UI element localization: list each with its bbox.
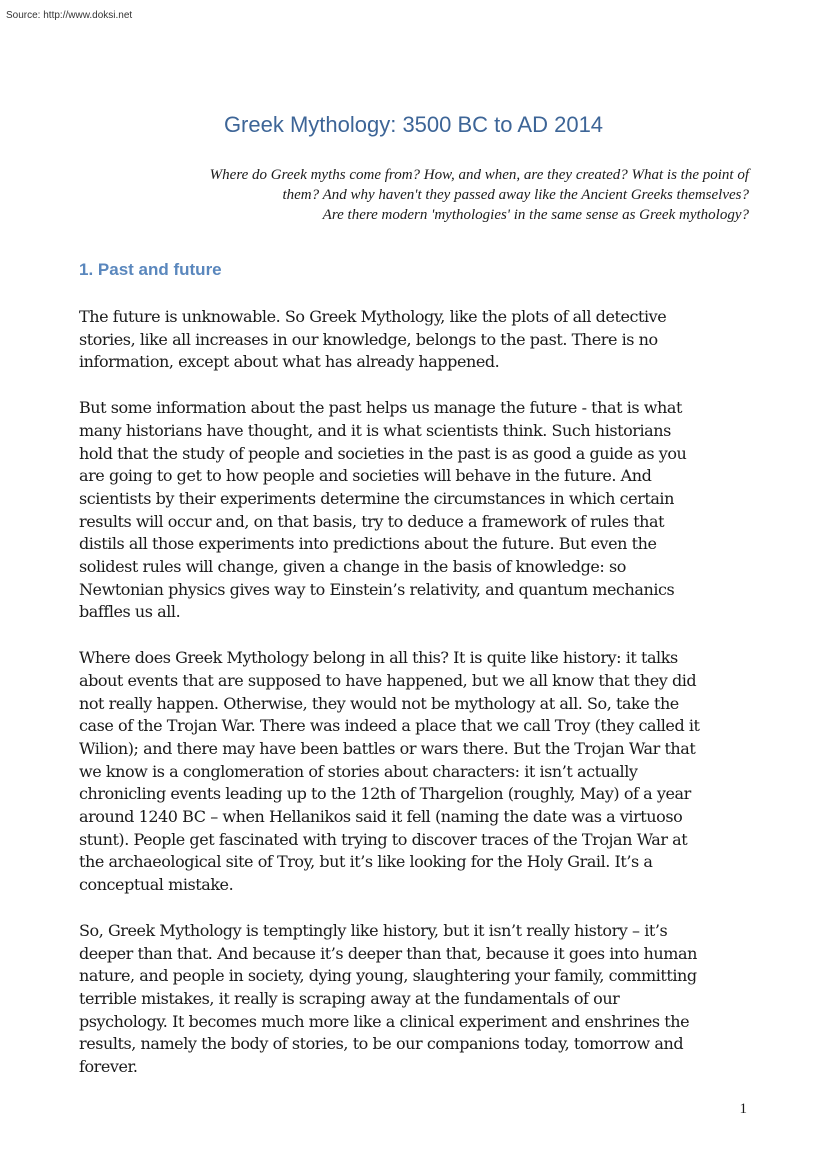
text-line: So, Greek Mythology is temptingly like history, but it isn’t really history – it’s	[79, 920, 668, 940]
text-line: Wilion); and there may have been battles or wars there. But the Trojan War that	[79, 738, 696, 758]
text-line: forever.	[79, 1057, 138, 1077]
text-line: we know is a conglomeration of stories about characters: it isn’t actually	[79, 761, 638, 781]
text-line: about events that are supposed to have happened, but we all know that they did	[79, 670, 697, 690]
body-text	[79, 306, 754, 1102]
text-line: not really happen. Otherwise, they would not be mythology at all. So, take the	[79, 693, 679, 713]
source-label: Source: http://www.doksi.net	[6, 10, 133, 21]
text-line: results, namely the body of stories, to be our companions today, tomorrow and	[79, 1034, 684, 1054]
subtitle-line: them? And why haven't they passed away like the Ancient Greeks themselves?	[282, 187, 749, 203]
text-line: terrible mistakes, it really is scraping away at the fundamentals of our	[79, 988, 620, 1008]
text-line: stories, like all increases in our knowledge, belongs to the past. There is no	[79, 329, 658, 349]
subtitle-line: Where do Greek myths come from? How, and when, are they created? What is the point of	[209, 167, 749, 183]
page-title: Greek Mythology: 3500 BC to AD 2014	[223, 112, 604, 137]
page-number: 1	[739, 1101, 747, 1117]
paragraph-4	[79, 920, 754, 1079]
text-line: results will occur and, on that basis, try to deduce a framework of rules that	[79, 511, 665, 531]
text-line: are going to get to how people and societies will behave in the future. And	[79, 466, 652, 486]
text-line: nature, and people in society, dying young, slaughtering your family, committing	[79, 966, 697, 986]
text-line: many historians have thought, and it is what scientists think. Such historians	[79, 420, 671, 440]
text-line: Newtonian physics gives way to Einstein’s relativity, and quantum mechanics	[79, 579, 675, 599]
text-line: conceptual mistake.	[79, 875, 234, 895]
paragraph-1	[79, 306, 754, 374]
text-line: Where does Greek Mythology belong in all this? It is quite like history: it talks	[79, 648, 678, 668]
paragraph-3	[79, 647, 754, 897]
text-line: scientists by their experiments determine the circumstances in which certain	[79, 488, 674, 508]
subtitle	[89, 165, 749, 225]
subtitle-line: Are there modern 'mythologies' in the same sense as Greek mythology?	[322, 207, 749, 223]
text-line: around 1240 BC – when Hellanikos said it fell (naming the date was a virtuoso	[79, 807, 683, 827]
text-line: case of the Trojan War. There was indeed a place that we call Troy (they called it	[79, 716, 700, 736]
text-line: solidest rules will change, given a change in the basis of knowledge: so	[79, 557, 626, 577]
text-line: deeper than that. And because it’s deeper than that, because it goes into human	[79, 943, 697, 963]
text-line: baffles us all.	[79, 602, 181, 622]
text-line: But some information about the past helps us manage the future - that is what	[79, 398, 682, 418]
text-line: distils all those experiments into predictions about the future. But even the	[79, 534, 657, 554]
text-line: The future is unknowable. So Greek Mythology, like the plots of all detective	[79, 307, 667, 326]
text-line: psychology. It becomes much more like a clinical experiment and enshrines the	[79, 1011, 690, 1031]
text-line: information, except about what has already happened.	[79, 352, 500, 372]
text-line: chronicling events leading up to the 12th of Thargelion (roughly, May) of a year	[79, 784, 691, 804]
paragraph-2	[79, 397, 754, 624]
section-heading: 1. Past and future	[79, 260, 222, 279]
text-line: the archaeological site of Troy, but it’s like looking for the Holy Grail. It’s a	[79, 852, 653, 872]
text-line: stunt). People get fascinated with trying to discover traces of the Trojan War at	[79, 829, 688, 849]
text-line: hold that the study of people and societies in the past is as good a guide as you	[79, 443, 687, 463]
